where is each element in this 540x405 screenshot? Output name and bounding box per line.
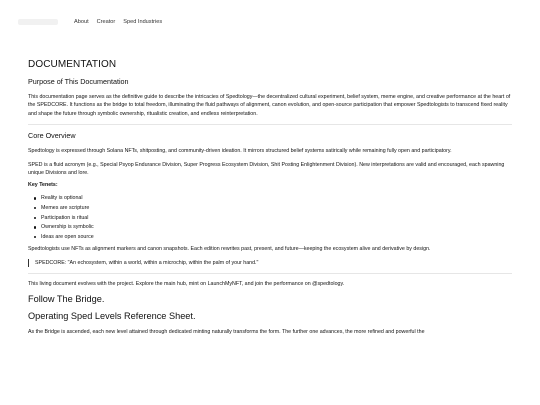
- tenet-item: Memes are scripture: [34, 204, 512, 212]
- spedcore-quote: SPEDCORE: "An echosystem, within a world, within a microchip, within the palm of your hand.": [28, 259, 512, 267]
- top-nav: [0, 0, 540, 44]
- key-tenets-label: Key Tenets:: [28, 182, 58, 189]
- section-divider: [28, 273, 512, 274]
- nav-link-about[interactable]: About: [74, 19, 89, 25]
- purpose-section: [28, 77, 512, 118]
- nav-link-creator[interactable]: Creator: [96, 19, 116, 25]
- section-divider: [28, 124, 512, 125]
- closing-text: This living document evolves with the project. Explore the main hub, mint on LaunchMyNFT, and join the performance on @spedtology.: [28, 281, 345, 288]
- tenet-item: Ideas are open source: [34, 233, 512, 241]
- bridge-body: As the Bridge is ascended, each new level attained through dedicated minting naturally transforms the form. The further one advances, the more refined and powerful the: [28, 328, 425, 335]
- tenet-item: Participation is ritual: [34, 214, 512, 222]
- page-title: DOCUMENTATION: [28, 59, 117, 70]
- core-overview-heading: Core Overview: [28, 131, 76, 141]
- bridge-subheading: Operating Sped Levels Reference Sheet.: [28, 310, 196, 321]
- doc-content: [0, 44, 540, 336]
- tenet-item: Reality is optional: [34, 194, 512, 202]
- core-overview-section: [28, 131, 512, 267]
- core-overview-p3: Spedtologists use NFTs as alignment markers and canon snapshots. Each edition rewrites past, present, and future—keeping the ecosystem alive and derivative by design.: [28, 245, 431, 252]
- purpose-heading: Purpose of This Documentation: [28, 77, 129, 86]
- tenet-item: Ownership is symbolic: [34, 223, 512, 231]
- bridge-section: [28, 294, 512, 336]
- bridge-heading: Follow The Bridge.: [28, 293, 105, 304]
- nav-link-sped-industries[interactable]: Sped Industries: [123, 19, 163, 25]
- core-overview-p1: Spedtology is expressed through Solana NFTs, shitposting, and community-driven ideation. It mirrors structured belief systems satirically while remaining fully open and participatory.: [28, 148, 452, 155]
- purpose-body: This documentation page serves as the definitive guide to describe the intricacies of Spedtology—the decentralized cultural experiment, belief system, meme engine, and creative performance at the heart of the SPEDCORE. It functions as the bridge to total freedom, illuminating the fluid pathways of alignment, canon evolution, and open-source participation that empower Spedtologists to transcend fixed reality and shape the future through symbolic ownership, ritualistic creation, and endless reinterpretation.: [28, 94, 511, 117]
- key-tenets-list: [34, 194, 512, 240]
- core-overview-p2: SPED is a fluid acronym (e.g., Special Psyop Endurance Division, Super Progress Ecosystem Division, Shit Posting Enlightenment Division). New interpretations are valid and encouraged, each spawning unique Divisions and lore.: [28, 161, 505, 177]
- site-logo[interactable]: [18, 19, 58, 25]
